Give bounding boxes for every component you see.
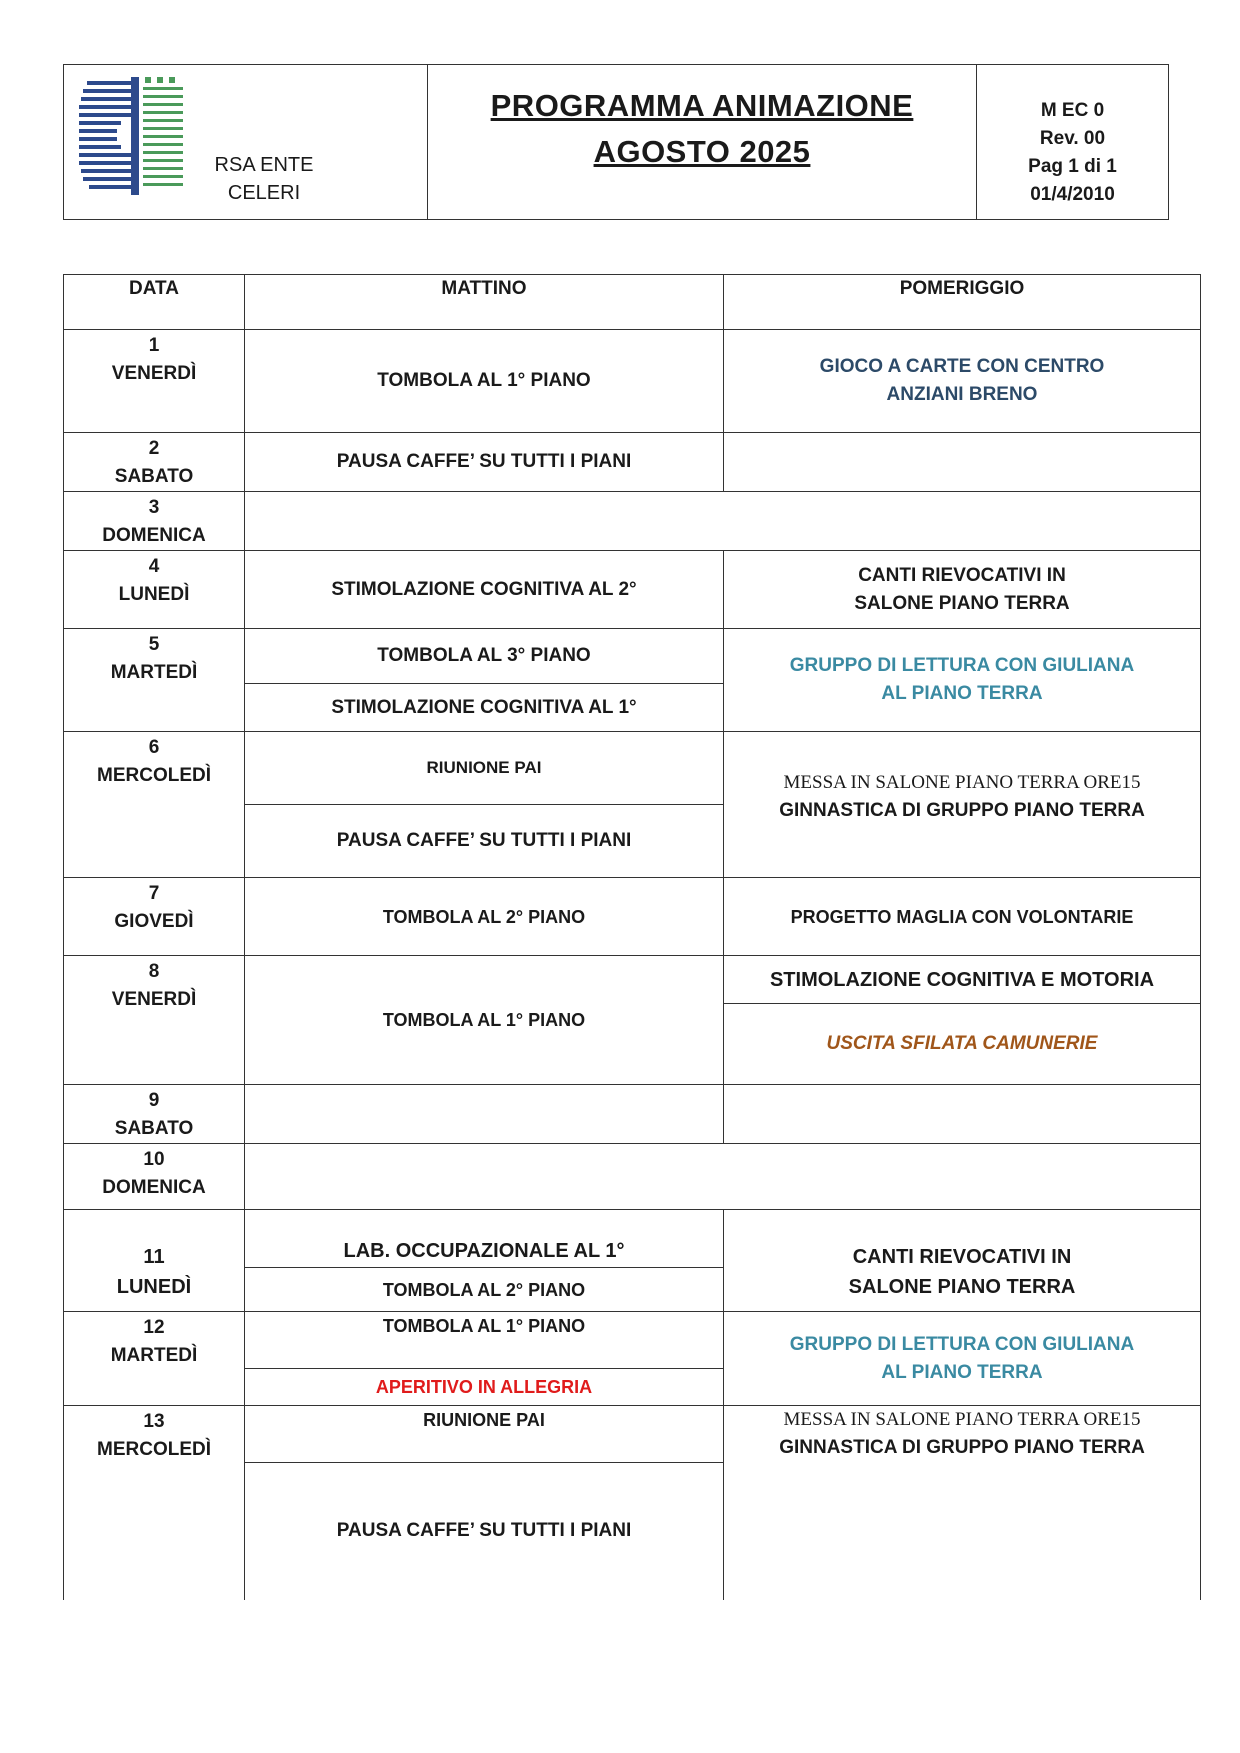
column-header-afternoon: POMERIGGIO [724, 275, 1201, 330]
morning-cell: LAB. OCCUPAZIONALE AL 1° [245, 1210, 724, 1268]
afternoon-line: MESSA IN SALONE PIANO TERRA ORE15 [783, 1409, 1141, 1430]
date-cell [64, 1085, 245, 1144]
afternoon-line: GINNASTICA DI GRUPPO PIANO TERRA [779, 799, 1145, 821]
day-number: 1 [148, 335, 160, 356]
morning-cell: TOMBOLA AL 1° PIANO [245, 1312, 724, 1369]
afternoon-line: SALONE PIANO TERRA [854, 592, 1070, 614]
table-row [64, 878, 1201, 956]
table-row [64, 551, 1201, 629]
date-cell [64, 732, 245, 878]
date-cell [64, 1406, 245, 1600]
table-row [64, 433, 1201, 492]
afternoon-line: GIOCO A CARTE CON CENTRO [819, 356, 1105, 377]
day-number: 7 [148, 883, 160, 904]
day-name: MERCOLEDÌ [97, 765, 211, 786]
document-meta [977, 65, 1168, 219]
morning-cell: TOMBOLA AL 2° PIANO [245, 1268, 724, 1312]
date-cell [64, 551, 245, 629]
table-row [64, 732, 1201, 805]
afternoon-cell [724, 629, 1201, 732]
afternoon-line: CANTI RIEVOCATIVI IN [858, 564, 1066, 586]
day-name: GIOVEDÌ [114, 911, 194, 932]
table-row [64, 1210, 1201, 1268]
day-number: 4 [148, 556, 160, 577]
morning-cell: TOMBOLA AL 1° PIANO [245, 330, 724, 433]
morning-cell: TOMBOLA AL 2° PIANO [245, 878, 724, 956]
morning-cell: PAUSA CAFFE’ SU TUTTI I PIANI [245, 1463, 724, 1600]
afternoon-line: ANZIANI BRENO [886, 384, 1038, 405]
day-name: VENERDÌ [111, 989, 197, 1010]
day-number: 8 [148, 961, 160, 982]
date-cell [64, 878, 245, 956]
day-number: 12 [143, 1317, 165, 1338]
afternoon-line: AL PIANO TERRA [881, 1361, 1043, 1383]
morning-cell: APERITIVO IN ALLEGRIA [245, 1369, 724, 1406]
morning-cell [245, 1085, 724, 1144]
morning-cell: RIUNIONE PAI [245, 732, 724, 805]
morning-cell: PAUSA CAFFE’ SU TUTTI I PIANI [245, 805, 724, 878]
day-name: SABATO [114, 1118, 194, 1139]
meta-code: M EC 0 [1040, 100, 1105, 121]
column-header-date: DATA [64, 275, 245, 330]
afternoon-line: CANTI RIEVOCATIVI IN [852, 1245, 1072, 1268]
afternoon-cell [724, 330, 1201, 433]
date-cell [64, 492, 245, 551]
table-row [64, 629, 1201, 684]
date-cell [64, 956, 245, 1085]
day-name: DOMENICA [102, 525, 206, 546]
afternoon-cell [724, 551, 1201, 629]
afternoon-cell [724, 1312, 1201, 1406]
afternoon-cell: PROGETTO MAGLIA CON VOLONTARIE [724, 878, 1201, 956]
org-line2: CELERI [227, 182, 301, 204]
day-number: 11 [143, 1245, 165, 1268]
logo-box [64, 65, 428, 219]
meta-date: 01/4/2010 [1030, 184, 1115, 205]
afternoon-cell: STIMOLAZIONE COGNITIVA E MOTORIA [724, 956, 1201, 1004]
afternoon-cell [724, 433, 1201, 492]
day-name: SABATO [114, 466, 194, 487]
merged-empty-cell [245, 1144, 1201, 1210]
morning-cell: TOMBOLA AL 1° PIANO [245, 956, 724, 1085]
meta-revision: Rev. 00 [1039, 128, 1106, 149]
day-name: MARTEDÌ [110, 1345, 198, 1366]
afternoon-line: SALONE PIANO TERRA [848, 1275, 1076, 1298]
morning-cell: TOMBOLA AL 3° PIANO [245, 629, 724, 684]
afternoon-cell [724, 1406, 1201, 1600]
morning-cell: PAUSA CAFFE’ SU TUTTI I PIANI [245, 433, 724, 492]
day-number: 10 [143, 1149, 165, 1170]
date-cell [64, 1210, 245, 1312]
morning-cell: RIUNIONE PAI [245, 1406, 724, 1463]
table-row [64, 330, 1201, 433]
afternoon-line: MESSA IN SALONE PIANO TERRA ORE15 [783, 771, 1141, 793]
afternoon-line: GRUPPO DI LETTURA CON GIULIANA [789, 1333, 1135, 1355]
table-row [64, 492, 1201, 551]
day-name: VENERDÌ [111, 363, 197, 384]
org-name [209, 151, 319, 207]
morning-cell: STIMOLAZIONE COGNITIVA AL 1° [245, 684, 724, 732]
title-line1: PROGRAMMA ANIMAZIONE [490, 88, 914, 123]
date-cell [64, 330, 245, 433]
title-line2: AGOSTO 2025 [593, 134, 811, 169]
meta-page: Pag 1 di 1 [1028, 156, 1117, 177]
agenda-table [63, 274, 1201, 1600]
column-header-morning: MATTINO [245, 275, 724, 330]
afternoon-cell: USCITA SFILATA CAMUNERIE [724, 1004, 1201, 1085]
table-row [64, 1085, 1201, 1144]
day-name: DOMENICA [102, 1177, 206, 1198]
date-cell [64, 1144, 245, 1210]
table-row [64, 956, 1201, 1004]
day-number: 5 [148, 634, 160, 655]
merged-empty-cell [245, 492, 1201, 551]
table-row [64, 1406, 1201, 1463]
afternoon-line: GRUPPO DI LETTURA CON GIULIANA [789, 655, 1135, 676]
rsa-logo-icon [79, 77, 199, 195]
day-number: 2 [148, 438, 160, 459]
afternoon-cell [724, 1085, 1201, 1144]
title-box [428, 65, 977, 219]
day-name: MERCOLEDÌ [97, 1439, 211, 1460]
org-line1: RSA ENTE [214, 154, 314, 176]
day-number: 13 [143, 1411, 165, 1432]
morning-cell: STIMOLAZIONE COGNITIVA AL 2° [245, 551, 724, 629]
day-number: 9 [148, 1090, 160, 1111]
day-name: LUNEDÌ [118, 584, 190, 605]
day-name: LUNEDÌ [116, 1275, 192, 1298]
afternoon-line: GINNASTICA DI GRUPPO PIANO TERRA [779, 1437, 1145, 1458]
table-row [64, 1144, 1201, 1210]
table-header-row [64, 275, 1201, 330]
day-number: 3 [148, 497, 160, 518]
date-cell [64, 629, 245, 732]
day-number: 6 [148, 737, 160, 758]
document-header [63, 64, 1169, 220]
afternoon-line: AL PIANO TERRA [881, 683, 1043, 704]
date-cell [64, 1312, 245, 1406]
afternoon-cell [724, 1210, 1201, 1312]
date-cell [64, 433, 245, 492]
table-row [64, 1312, 1201, 1369]
day-name: MARTEDÌ [110, 662, 198, 683]
afternoon-cell [724, 732, 1201, 878]
